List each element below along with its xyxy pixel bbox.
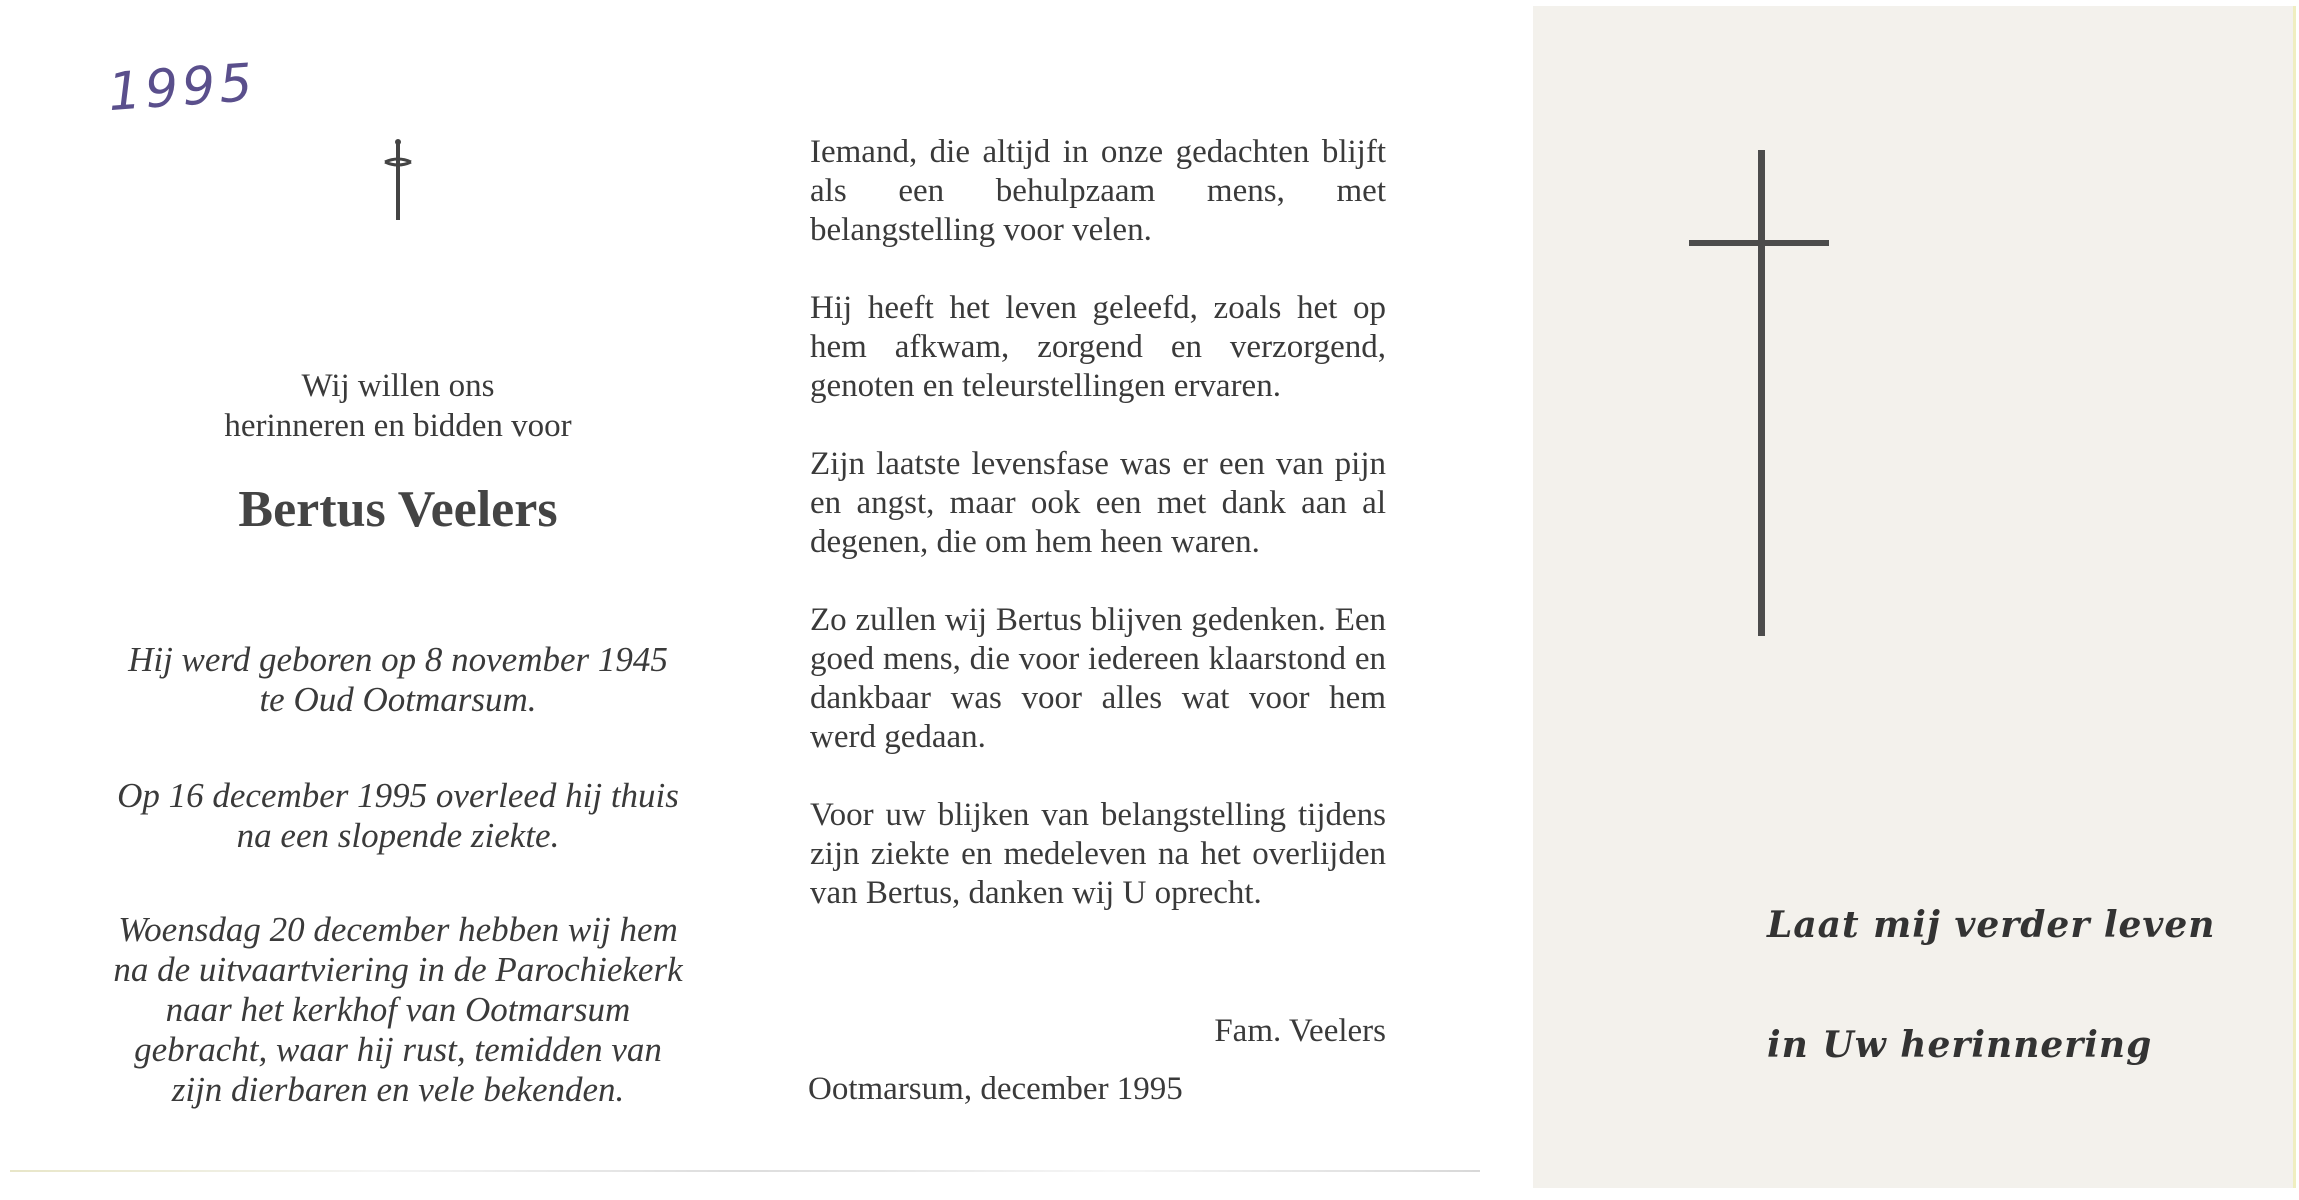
birth-text [0,640,796,720]
intro-text [0,366,796,446]
paragraph: Hij heeft het leven geleefd, zoals het op hem afkwam, zorgend en verzorgend, genoten en teleurstellingen ervaren. [810,290,1386,404]
paragraph: Zo zullen wij Bertus blijven gedenken. Een goed mens, die voor iedereen klaarstond en dankbaar was voor alles wat voor hem werd gedaan. [810,602,1386,755]
small-cross-icon [383,138,413,222]
card-edge [10,1170,1480,1172]
funeral-line: zijn dierbaren en vele bekenden. [171,1070,625,1109]
death-line: Op 16 december 1995 overleed hij thuis [117,776,679,815]
deceased-name: Bertus Veelers [238,481,558,538]
birth-line: Hij werd geboren op 8 november 1945 [128,640,668,679]
intro-line: herinneren en bidden voor [224,408,572,444]
front-line: Laat mij verder leven [1767,904,2216,946]
signature: Fam. Veelers [1214,1013,1386,1049]
front-line: in Uw herinnering [1767,1024,2153,1066]
funeral-line: na de uitvaartviering in de Parochiekerk [113,950,683,989]
paragraph: Voor uw blijken van belangstelling tijdens zijn ziekte en medeleven na het overlijden van Bertus, danken wij U oprecht. [810,797,1386,911]
cross-icon [1758,150,1765,636]
place-date: Ootmarsum, december 1995 [808,1071,1183,1107]
memorial-text [810,133,1386,952]
funeral-line: Woensdag 20 december hebben wij hem [118,910,678,949]
handwritten-year: 1995 [106,52,259,124]
paragraph: Zijn laatste levensfase was er een van pijn en angst, maar ook een met dank aan al degenen, die om hem heen waren. [810,446,1386,560]
paragraph: Iemand, die altijd in onze gedachten blijft als een behulpzaam mens, met belangstelling voor velen. [810,134,1386,248]
funeral-line: gebracht, waar hij rust, temidden van [134,1030,662,1069]
death-line: na een slopende ziekte. [236,816,560,855]
cross-bar [1689,240,1829,246]
funeral-line: naar het kerkhof van Ootmarsum [165,990,631,1029]
death-text [0,776,796,856]
funeral-text [0,910,796,1110]
intro-line: Wij willen ons [301,368,495,404]
memorial-card-front [1533,6,2296,1188]
birth-line: te Oud Ootmarsum. [259,680,537,719]
